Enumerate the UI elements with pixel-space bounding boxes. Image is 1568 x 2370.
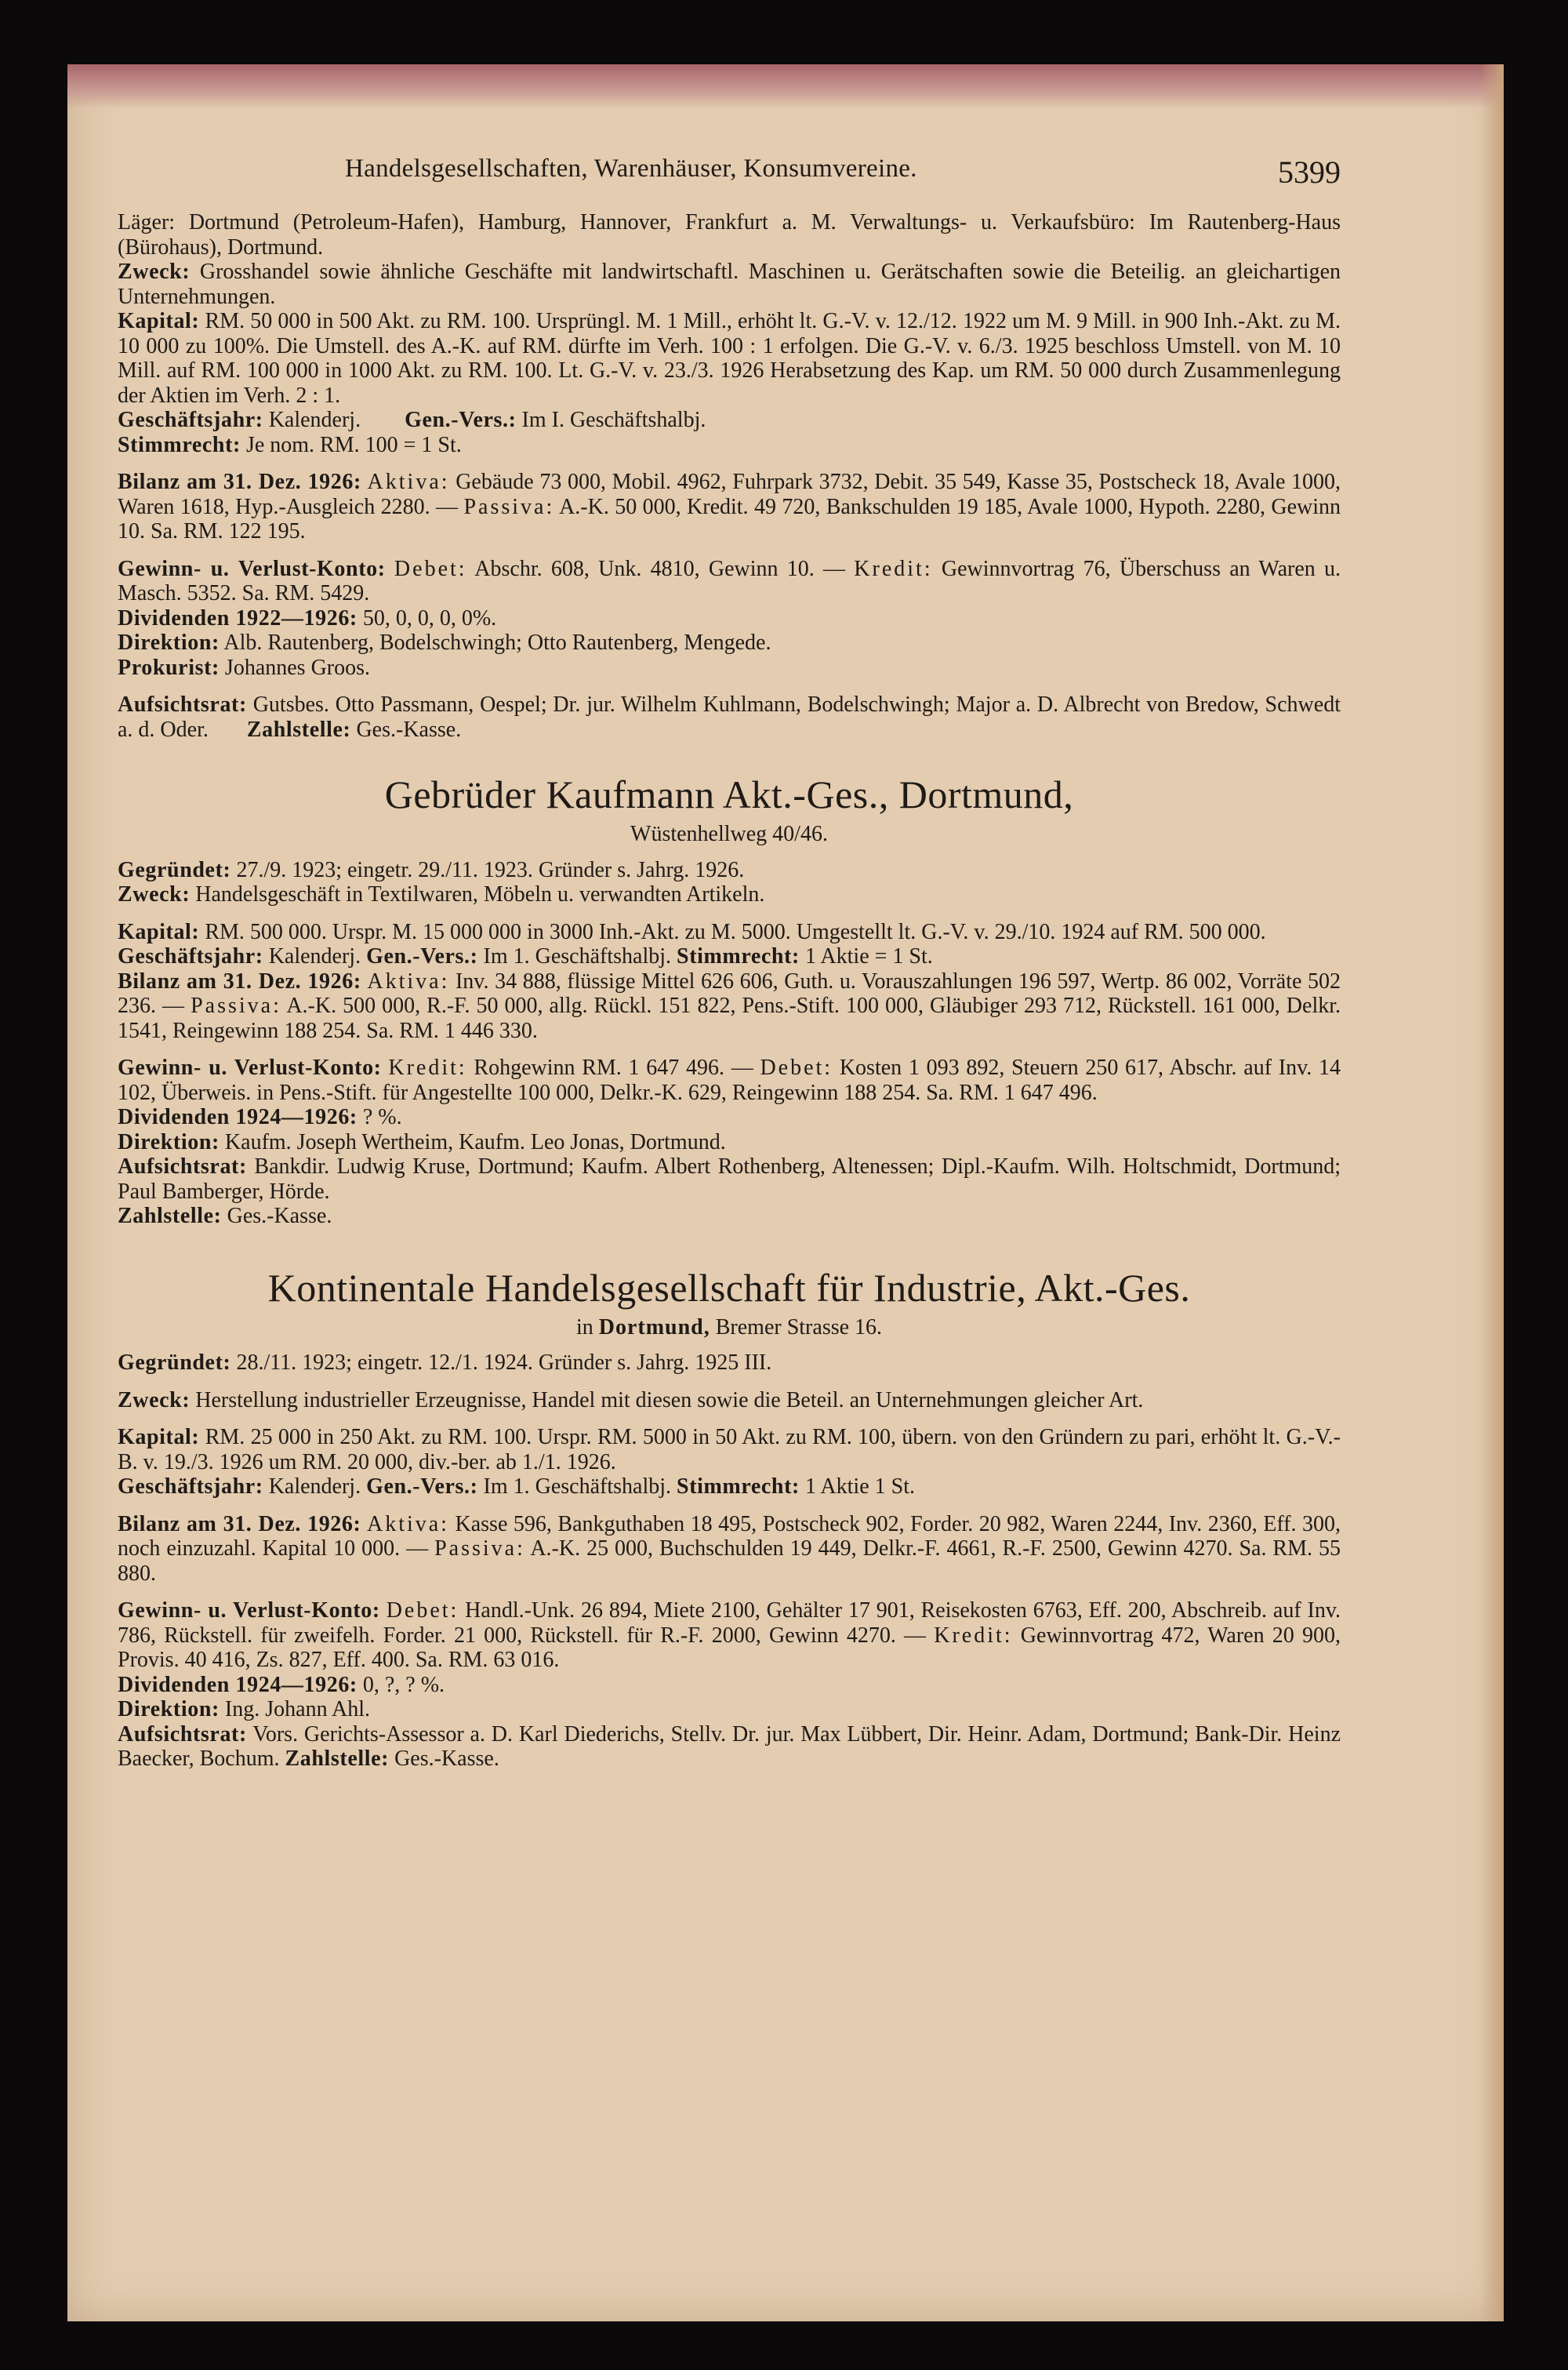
zweck-paragraph (118, 1388, 1341, 1413)
dividenden-label: Dividenden 1922—1926: (118, 605, 358, 631)
gen-vers-label: Gen.-Vers.: (366, 1474, 478, 1499)
spacer (118, 1586, 1341, 1598)
aufsichtsrat-text: Bankdir. Ludwig Kruse, Dortmund; Kaufm. Albert Rothenberg, Altenessen; Dipl.-Kaufm. Wilh. Holtschmidt, Dortmund; Paul Bamberger, Hörde. (118, 1154, 1341, 1204)
zweck-text: Herstellung industrieller Erzeugnisse, Handel mit diesen sowie die Beteil. an Unternehmungen gleicher Art. (195, 1387, 1144, 1412)
company-title-kaufmann: Gebrüder Kaufmann Akt.-Ges., Dortmund, (384, 772, 1074, 816)
debet-label: Debet: (386, 1598, 459, 1623)
aktiva-label: Aktiva: (367, 470, 450, 494)
kapital-text: RM. 25 000 in 250 Akt. zu RM. 100. Urspr. RM. 5000 in 50 Akt. zu RM. 100, übern. von den Gründern zu pari, erhöht lt. G.-V.-B. v. 19./3. 1926 um RM. 20 000, div.-ber. ab 1./1. 1926. (118, 1425, 1341, 1474)
lager-paragraph: Läger: Dortmund (Petroleum-Hafen), Hamburg, Hannover, Frankfurt a. M. Verwaltungs- u. Verkaufsbüro: Im Rautenberg-Haus (Bürohaus), Dortmund. (118, 210, 1341, 260)
address-city: Dortmund, (598, 1314, 710, 1339)
page-right-edge (1480, 64, 1504, 2321)
stimmrecht-label: Stimmrecht: (118, 432, 241, 457)
debet-label: Debet: (760, 1056, 833, 1080)
gen-vers-label: Gen.-Vers.: (405, 408, 517, 432)
direktion-text: Alb. Rautenberg, Bodelschwingh; Otto Rautenberg, Mengede. (223, 631, 771, 655)
kapital-label: Kapital: (118, 919, 200, 944)
spacer (118, 1376, 1341, 1388)
dividenden-label: Dividenden 1924—1926: (118, 1105, 358, 1129)
kapital-paragraph (118, 1425, 1341, 1474)
kredit-text: Gewinnvortrag 472, Waren 20 900, Provis. 40 416, Zs. 827, Eff. 400. Sa. RM. 63 016. (118, 1623, 1341, 1672)
company-address: Wüstenhellweg 40/46. (630, 822, 828, 846)
guv-paragraph (118, 557, 1341, 606)
stimmrecht-label: Stimmrecht: (677, 1474, 800, 1499)
gegruendet-label: Gegründet: (118, 1350, 231, 1375)
direktion-paragraph (118, 1130, 1341, 1155)
zweck-text: Handelsgeschäft in Textilwaren, Möbeln u. verwandten Artikeln. (195, 882, 765, 907)
passiva-text: A.-K. 50 000, Kredit. 49 720, Bankschulden 19 185, Avale 1000, Hypoth. 2280, Gewinn 10. Sa. RM. 122 195. (118, 494, 1341, 543)
zweck-paragraph (118, 260, 1341, 309)
zahlstelle-text: Ges.-Kasse. (227, 1204, 332, 1228)
geschaeftsjahr-paragraph (118, 1474, 1341, 1499)
spacer (118, 1043, 1341, 1056)
stimmrecht-label: Stimmrecht: (677, 944, 800, 969)
geschaeftsjahr-text: Kalenderj. (268, 408, 361, 432)
spacer (118, 457, 1341, 470)
running-title: Handelsgesellschaften, Warenhäuser, Konsumvereine. (345, 154, 917, 183)
company-address (118, 1315, 1341, 1340)
direktion-label: Direktion: (118, 631, 220, 655)
dividenden-paragraph (118, 606, 1341, 631)
aufsichtsrat-label: Aufsichtsrat: (118, 1721, 247, 1747)
kapital-text: RM. 500 000. Urspr. M. 15 000 000 in 3000 Inh.-Akt. zu M. 5000. Umgestellt lt. G.-V. v. 29./10. 1924 auf RM. 500 000. (205, 919, 1266, 944)
kredit-label: Kredit: (854, 556, 933, 581)
aktiva-text: Gebäude 73 000, Mobil. 4962, Fuhrpark 3732, Debit. 35 549, Kasse 35, Postscheck 18, Avale 1000, Waren 1618, Hyp.-Ausgleich 2280. — (118, 470, 1341, 519)
bilanz-paragraph (118, 1512, 1341, 1587)
page-top-edge (67, 64, 1504, 108)
spacer (118, 680, 1341, 692)
entry-continued (118, 210, 1341, 742)
aufsichtsrat-text: Gutsbes. Otto Passmann, Oespel; Dr. jur. Wilhelm Kuhlmann, Bodelschwingh; Major a. D. Albrecht von Bredow, Schwedt a. d. Oder. (118, 692, 1341, 742)
entry-kaufmann (118, 858, 1341, 1229)
debet-label: Debet: (394, 556, 467, 581)
direktion-text: Ing. Johann Ahl. (224, 1697, 371, 1721)
kredit-text: Gewinnvortrag 76, Überschuss an Waren u. Masch. 5352. Sa. RM. 5429. (118, 556, 1341, 605)
stimmrecht-paragraph (118, 433, 1341, 458)
aufsichtsrat-paragraph (118, 1154, 1341, 1204)
geschaeftsjahr-label: Geschäftsjahr: (118, 1474, 263, 1499)
debet-text: Handl.-Unk. 26 894, Miete 2100, Gehälter 17 901, Reisekosten 6763, Eff. 200, Abschreib. auf Inv. 786, Rückstell. für zweifelh. Forder. 21 000, Rückstell. für R.-F. 2000, Gewinn 4270. — (118, 1598, 1341, 1648)
direktion-text: Kaufm. Joseph Wertheim, Kaufm. Leo Jonas, Dortmund. (224, 1129, 726, 1154)
direktion-label: Direktion: (118, 1697, 220, 1721)
dividenden-text: 50, 0, 0, 0, 0%. (362, 605, 497, 631)
geschaeftsjahr-label: Geschäftsjahr: (118, 944, 263, 969)
passiva-label: Passiva: (434, 1536, 525, 1561)
zahlstelle-paragraph (118, 1204, 1341, 1229)
dividenden-paragraph (118, 1673, 1341, 1698)
zahlstelle-label: Zahlstelle: (118, 1204, 222, 1228)
kredit-label: Kredit: (934, 1623, 1013, 1648)
page-content (118, 154, 1341, 1772)
running-header (118, 154, 1341, 194)
gegruendet-text: 27./9. 1923; eingetr. 29./11. 1923. Gründer s. Jahrg. 1926. (236, 857, 745, 882)
zahlstelle-text: Ges.-Kasse. (356, 717, 462, 742)
passiva-text: A.-K. 500 000, R.-F. 50 000, allg. Rückl. 151 822, Pens.-Stift. 100 000, Gläubiger 293 712, Rückstell. 161 000, Delkr. 1541, Reingewinn 188 254. Sa. RM. 1 446 330. (118, 994, 1341, 1043)
spacer (118, 544, 1341, 557)
geschaeftsjahr-paragraph (118, 944, 1341, 969)
gen-vers-text: Im 1. Geschäftshalbj. (483, 944, 672, 969)
aktiva-text: Kasse 596, Bankguthaben 18 495, Postscheck 902, Forder. 20 982, Waren 2244, Inv. 2360, Eff. 300, noch einzuzahl. Kapital 10 000. — (118, 1511, 1341, 1561)
kapital-label: Kapital: (118, 1425, 200, 1449)
debet-text: Abschr. 608, Unk. 4810, Gewinn 10. — (474, 556, 846, 581)
spacer (118, 907, 1341, 920)
debet-text: Kosten 1 093 892, Steuern 250 617, Abschr. auf Inv. 14 102, Überweis. in Pens.-Stift. für Angestellte 100 000, Delkr.-K. 629, Reingewinn 188 254. Sa. RM. 1 647 496. (118, 1056, 1341, 1105)
spacer (118, 1499, 1341, 1512)
gegruendet-text: 28./11. 1923; eingetr. 12./1. 1924. Gründer s. Jahrg. 1925 III. (236, 1350, 772, 1375)
kredit-text: Rohgewinn RM. 1 647 496. — (474, 1056, 753, 1080)
gen-vers-label: Gen.-Vers.: (366, 944, 478, 969)
zweck-label: Zweck: (118, 260, 191, 284)
address-street: Bremer Strasse 16. (715, 1314, 883, 1339)
spacer (118, 1412, 1341, 1425)
geschaeftsjahr-text: Kalenderj. (268, 944, 361, 969)
company-title-kontinentale: Kontinentale Handelsgesellschaft für Industrie, Akt.-Ges. (267, 1265, 1191, 1310)
bilanz-label: Bilanz am 31. Dez. 1926: (118, 969, 361, 994)
dividenden-paragraph (118, 1105, 1341, 1130)
aufsichtsrat-label: Aufsichtsrat: (118, 692, 247, 717)
guv-paragraph (118, 1056, 1341, 1105)
aufsichtsrat-label: Aufsichtsrat: (118, 1154, 247, 1179)
zweck-label: Zweck: (118, 1387, 191, 1412)
passiva-text: A.-K. 25 000, Buchschulden 19 449, Delkr.-F. 4661, R.-F. 2500, Gewinn 4270. Sa. RM. 55 880. (118, 1536, 1341, 1586)
dividenden-text: ? %. (362, 1105, 402, 1129)
kapital-paragraph (118, 920, 1341, 945)
stimmrecht-text: 1 Aktie 1 St. (804, 1474, 915, 1499)
aufsichtsrat-text: Vors. Gerichts-Assessor a. D. Karl Diederichs, Stellv. Dr. jur. Max Lübbert, Dir. Heinr. Adam, Dortmund; Bank-Dir. Heinz Baecker, Bochum. (118, 1721, 1341, 1771)
guv-paragraph (118, 1598, 1341, 1673)
kredit-label: Kredit: (388, 1056, 467, 1080)
prokurist-label: Prokurist: (118, 655, 220, 680)
gen-vers-text: Im I. Geschäftshalbj. (521, 408, 706, 432)
guv-label: Gewinn- u. Verlust-Konto: (118, 1056, 382, 1080)
bilanz-paragraph (118, 969, 1341, 1044)
guv-label: Gewinn- u. Verlust-Konto: (118, 556, 386, 581)
gegruendet-paragraph (118, 1350, 1341, 1376)
geschaeftsjahr-label: Geschäftsjahr: (118, 408, 263, 432)
stimmrecht-text: 1 Aktie = 1 St. (804, 944, 933, 969)
bilanz-label: Bilanz am 31. Dez. 1926: (118, 1511, 361, 1536)
geschaeftsjahr-paragraph (118, 408, 1341, 433)
geschaeftsjahr-text: Kalenderj. (268, 1474, 361, 1499)
entry-kontinentale (118, 1350, 1341, 1772)
direktion-paragraph (118, 1697, 1341, 1722)
prokurist-paragraph (118, 656, 1341, 681)
stimmrecht-text: Je nom. RM. 100 = 1 St. (245, 432, 462, 457)
bilanz-label: Bilanz am 31. Dez. 1926: (118, 470, 361, 494)
zweck-text: Grosshandel sowie ähnliche Geschäfte mit landwirtschaftl. Maschinen u. Gerätschaften sowie die Beteilig. an gleichartigen Unternehmungen. (118, 260, 1341, 309)
aktiva-label: Aktiva: (367, 969, 450, 994)
direktion-label: Direktion: (118, 1129, 220, 1154)
page-number: 5399 (1278, 154, 1341, 190)
zahlstelle-label: Zahlstelle: (246, 717, 351, 742)
zahlstelle-label: Zahlstelle: (285, 1747, 390, 1771)
passiva-label: Passiva: (191, 994, 281, 1018)
aufsichtsrat-paragraph (118, 1722, 1341, 1772)
zahlstelle-text: Ges.-Kasse. (394, 1747, 499, 1771)
guv-label: Gewinn- u. Verlust-Konto: (118, 1598, 380, 1623)
aufsichtsrat-paragraph (118, 692, 1341, 742)
gegruendet-label: Gegründet: (118, 857, 231, 882)
zweck-paragraph (118, 882, 1341, 907)
prokurist-text: Johannes Groos. (224, 655, 371, 680)
kapital-label: Kapital: (118, 309, 200, 333)
passiva-label: Passiva: (463, 494, 555, 519)
bilanz-paragraph (118, 470, 1341, 544)
gen-vers-text: Im 1. Geschäftshalbj. (483, 1474, 672, 1499)
direktion-paragraph (118, 631, 1341, 656)
kapital-text: RM. 50 000 in 500 Akt. zu RM. 100. Ursprüngl. M. 1 Mill., erhöht lt. G.-V. v. 12./12. 1922 um M. 9 Mill. in 900 Inh.-Akt. zu M. 10 000 zu 100%. Die Umstell. des A.-K. auf RM. dürfte im Verh. 100 : 1 erfolgen. Die G.-V. v. 6./3. 1925 beschloss Umstell. von M. 10 Mill. auf RM. 100 000 in 1000 Akt. zu RM. 100. Lt. G.-V. v. 23./3. 1926 Herabsetzung des Kap. um RM. 50 000 durch Zusammenlegung der Aktien im Verh. 2 : 1. (118, 309, 1341, 408)
gegruendet-paragraph (118, 858, 1341, 883)
aktiva-label: Aktiva: (366, 1511, 449, 1536)
dividenden-text: 0, ?, ? %. (362, 1672, 445, 1697)
kapital-paragraph (118, 309, 1341, 408)
dividenden-label: Dividenden 1924—1926: (118, 1672, 358, 1697)
zweck-label: Zweck: (118, 882, 191, 907)
address-prefix: in (575, 1314, 593, 1339)
aktiva-text: Inv. 34 888, flüssige Mittel 626 606, Guth. u. Vorauszahlungen 196 597, Wertp. 86 002, Vorräte 502 236. — (118, 969, 1341, 1018)
